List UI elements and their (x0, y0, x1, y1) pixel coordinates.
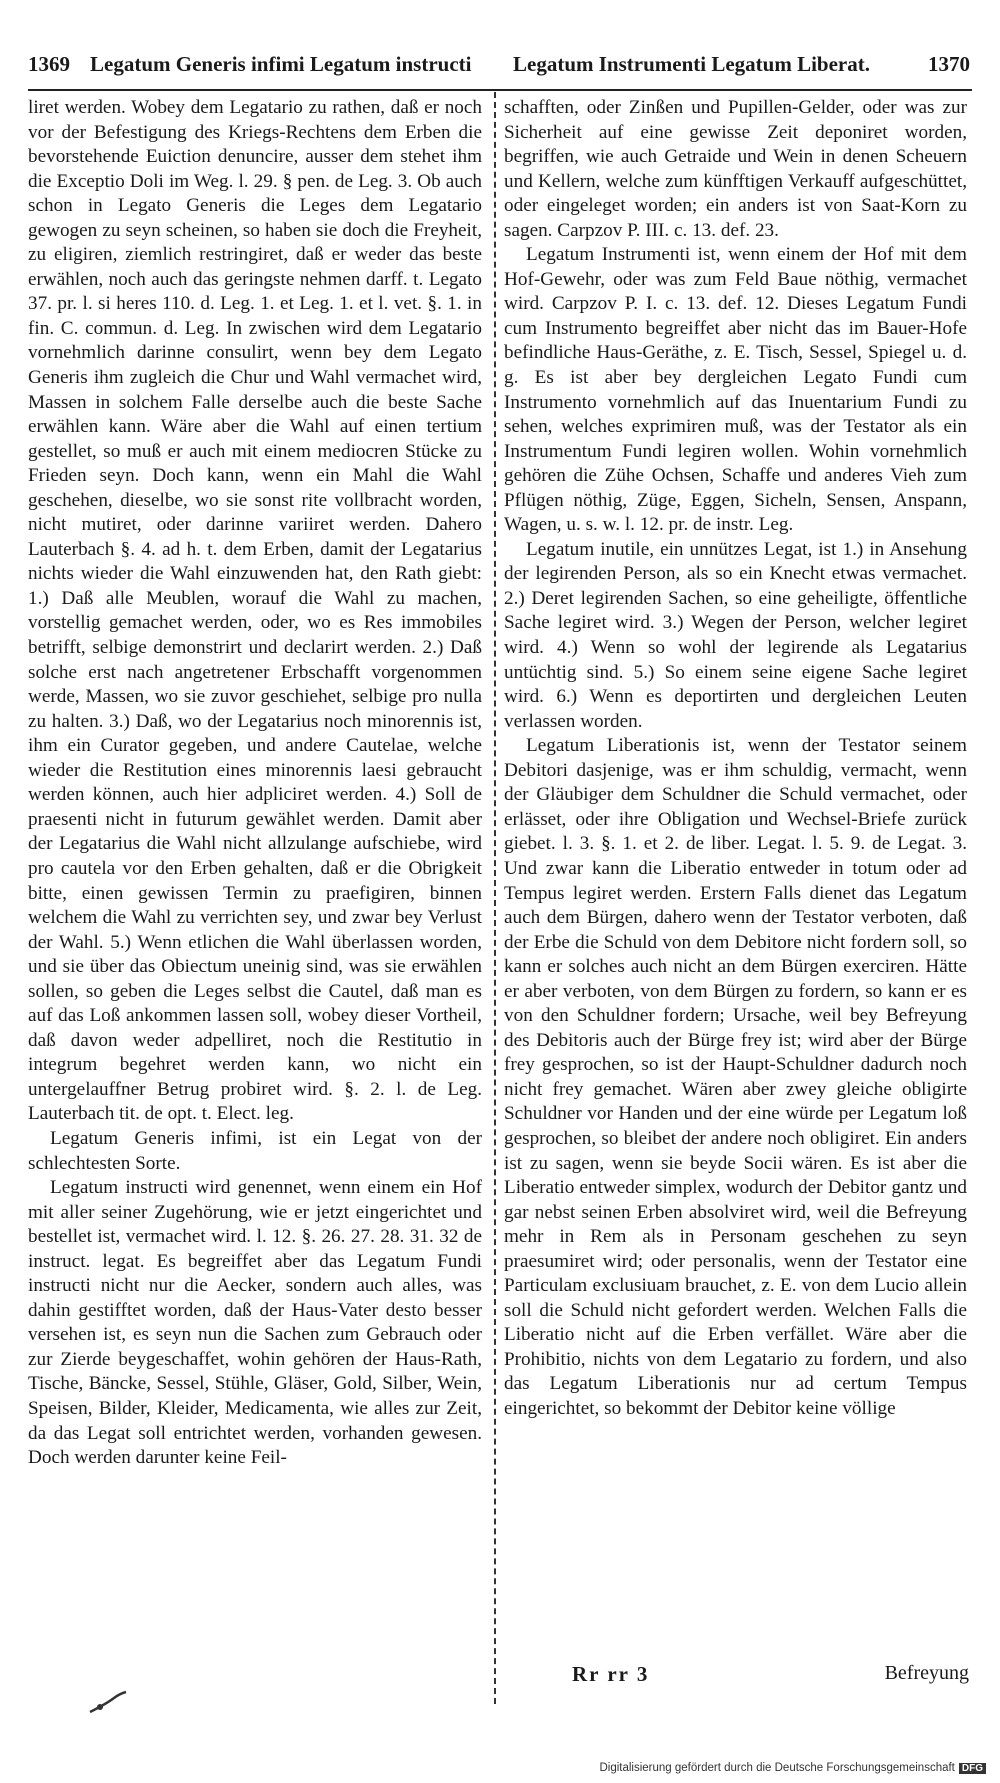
column-divider (494, 92, 496, 1704)
ink-blot-icon (88, 1690, 128, 1716)
header-title-left: Legatum Generis infimi Legatum instructi (90, 52, 472, 76)
paragraph: liret werden. Wobey dem Legatario zu rathen, daß er noch vor der Befestigung des Kriegs-Rechtens dem Erben die bevorstehende Euiction denuncire, ausser dem stehet ihm die Exceptio Doli im Weg. l. 29. § pen. de Leg. 3. Ob auch schon in Legato Generis die Leges dem Legatario gewogen zu seyn scheinen, so haben sie doch die Freyheit, zu eligiren, ziemlich restringiret, daß er weder das beste erwählen, noch auch das geringste nehmen darff. t. Legato 37. pr. l. si heres 110. d. Leg. 1. et Leg. 1. et l. vet. §. 1. in fin. C. commun. d. Leg. In zwischen wird dem Legatario vornehmlich darinne consulirt, wenn bey dem Legato Generis ihm zugleich die Chur und Wahl vermachet wird, Massen in solchem Falle derselbe auch die beste Sache erwählen kann. Wäre aber die Wahl auf einen tertium gestellet, so muß er auch mit einem mediocren Stücke zu Frieden seyn. Doch kann, wenn ein Mahl die Wahl geschehen, dieselbe, wo sie sonst rite vollbracht worden, nicht mutiret, oder darinne variiret werden. Dahero Lauterbach §. 4. ad h. t. dem Erben, damit der Legatarius nichts wieder die Wahl einzuwenden hat, den Rath giebt: 1.) Daß alle Meublen, worauf die Wahl zu machen, vorstellig gemachet werden, oder, wo es Res immobiles betrifft, selbige demonstrirt und declarirt werden. 2.) Daß solche erst nach angetretener Erbschafft vorgenommen werde, Massen, wo sie zuvor geschiehet, selbige pro nulla zu halten. 3.) Daß, wo der Legatarius noch minorennis ist, ihm ein Curator gegeben, und andere Cautelae, welche wieder die Restitution eines minorennis laesi gebraucht werden können, auch hier adpliciret werden. 4.) Soll de praesenti nicht in futurum gewählet werden. Damit aber der Legatarius die Wahl nicht allzulange aufschiebe, wird pro cautela vor den Erben gehalten, daß er die Obrigkeit bitte, einen gewissen Termin zu praefigiren, binnen welchem die Wahl zu verrichten sey, und zwar bey Verlust der Wahl. 5.) Wenn etlichen die Wahl überlassen worden, und sie über das Obiectum uneinig sind, was sie erwählen sollen, so geben die Leges selbst die Cautel, daß man es auf das Loß ankommen lassen soll, wobey dieser Vortheil, daß davon weder adpelliret, noch die Restitutio in integrum begehret werden kann, wo nicht ein untergelauffner Betrug probiret wird. §. 2. l. de Leg. Lauterbach tit. de opt. t. Elect. leg. (28, 97, 482, 1125)
page-number-right: 1370 (928, 52, 970, 76)
header-rule (28, 89, 972, 91)
page-number-left: 1369 (28, 52, 70, 76)
paragraph: schafften, oder Zinßen und Pupillen-Gelder, oder was zur Sicherheit auf eine gewisse Zeit deponiret worden, begriffen, wie auch Getraide und Wein in denen Scheuern und Kellern, welche zum künfftigen Verkauff aufgeschüttet, oder eingeleget worden; ein anders ist von Saat-Korn zu sagen. Carpzov P. III. c. 13. def. 23. (504, 97, 967, 241)
digitization-footer (599, 1762, 986, 1774)
signature-mark: Rr rr 3 (572, 1662, 650, 1686)
header-title-right: Legatum Instrumenti Legatum Liberat. (513, 52, 870, 76)
running-header (28, 52, 970, 82)
paragraph: Legatum Instrumenti ist, wenn einem der Hof mit dem Hof-Gewehr, oder was zum Feld Baue nöthig, vermachet wird. Carpzov P. I. c. 13. def. 12. Dieses Legatum Fundi cum Instrumento begreiffet aber nicht das im Bauer-Hofe befindliche Haus-Geräthe, z. E. Tisch, Sessel, Spiegel u. d. g. Es ist aber bey dergleichen Legato Fundi cum Instrumento vornehmlich auf das Inuentarium Fundi zu sehen, welches exprimiren muß, was der Testator als ein Instrumentum Fundi legiren wollen. Wohin vornehmlich gehören die Zühe Ochsen, Schaffe und anderes Vieh zum Pflügen nöthig, Züge, Eggen, Sicheln, Sensen, Anspann, Wagen, u. s. w. l. 12. pr. de instr. Leg. (504, 244, 967, 536)
paragraph: Legatum instructi wird genennet, wenn einem ein Hof mit aller seiner Zugehörung, wie er jetzt eingerichtet und bestellet ist, vermachet wird. l. 12. §. 26. 27. 28. 31. 32 de instruct. legat. Es begreiffet aber das Legatum Fundi instructi nicht nur die Aecker, sondern auch alles, was dahin gestifftet worden, daß der Haus-Vater desto besser versehen ist, es seyn nun die Sachen zum Gebrauch oder zur Zierde beygeschaffet, wohin gehören der Haus-Rath, Tische, Bäncke, Sessel, Stühle, Gläser, Gold, Silber, Wein, Speisen, Bilder, Kleider, Medicamenta, wie alles zur Zeit, da das Legat soll entrichtet werden, vorhanden gewesen. Doch werden darunter keine Feil- (28, 1177, 482, 1469)
footer-text: Digitalisierung gefördert durch die Deutsche Forschungsgemeinschaft (599, 1762, 955, 1774)
right-column (504, 96, 967, 1706)
paragraph: Legatum Liberationis ist, wenn der Testator seinem Debitori dasjenige, was er ihm schuldig, vermacht, wenn der Gläubiger dem Schuldner die Schuld vermachet, oder erlässet, oder ihre Obligation und Wechsel-Briefe zurück giebet. l. 3. §. 1. et 2. de liber. Legat. l. 5. 9. de Legat. 3. Und zwar kann die Liberatio entweder in totum oder ad Tempus legiret werden. Erstern Falls dienet das Legatum auch dem Bürgen, dahero wenn der Testator verboten, daß der Erbe die Schuld von dem Debitore nicht fordern soll, so kann er solches auch nicht an dem Bürgen exerciren. Hätte er aber verboten, von dem Bürgen zu fordern, so kann er es von den Schuldner fordern; Ursache, weil bey Befreyung des Debitoris auch der Bürge frey ist; wird aber der Bürge frey gesprochen, so ist der Haupt-Schuldner dadurch noch nicht frey gemachet. Wären aber zwey gleiche obligirte Schuldner vor Handen und der eine würde per Legatum loß gesprochen, so bleibet der andere noch obligiret. Ein anders ist zu sagen, wenn sie beyde Socii wären. Es ist aber die Liberatio entweder simplex, wodurch der Debitor gantz und gar nebst seinen Erben absolviret wird, weil die Befreyung mehr in Rem als in Personam geschehen zu seyn praesumiret wird; oder personalis, wenn der Testator eine Particulam exclusiuam brauchet, z. E. von dem Lucio allein soll die Schuld nicht gefordert werden. Welchen Falls die Liberatio nicht auf die Erben verfället. Wäre aber die Prohibitio, nichts von dem Legatario zu fordern, und also das Legatum Liberationis nur ad certum Tempus eingerichtet, so bekommt der Debitor keine völlige (504, 735, 967, 1419)
dfg-badge: DFG (959, 1763, 986, 1774)
paragraph: Legatum Generis infimi, ist ein Legat von der schlechtesten Sorte. (28, 1127, 482, 1174)
left-column (28, 96, 482, 1706)
paragraph: Legatum inutile, ein unnützes Legat, ist 1.) in Ansehung der legirenden Person, als so ein Knecht etwas vermachet. 2.) Deret legirenden Sachen, so eine geheiligte, öffentliche Sache legiret wird. 3.) Wegen der Person, welcher legiret wird. 4.) Wenn so wohl der legirende als Legatarius untüchtig sind. 5.) So einem seine eigene Sache legiret wird. 6.) Wenn es deportirten und dergleichen Leuten verlassen worden. (504, 538, 967, 732)
catchword: Befreyung (884, 1662, 969, 1684)
